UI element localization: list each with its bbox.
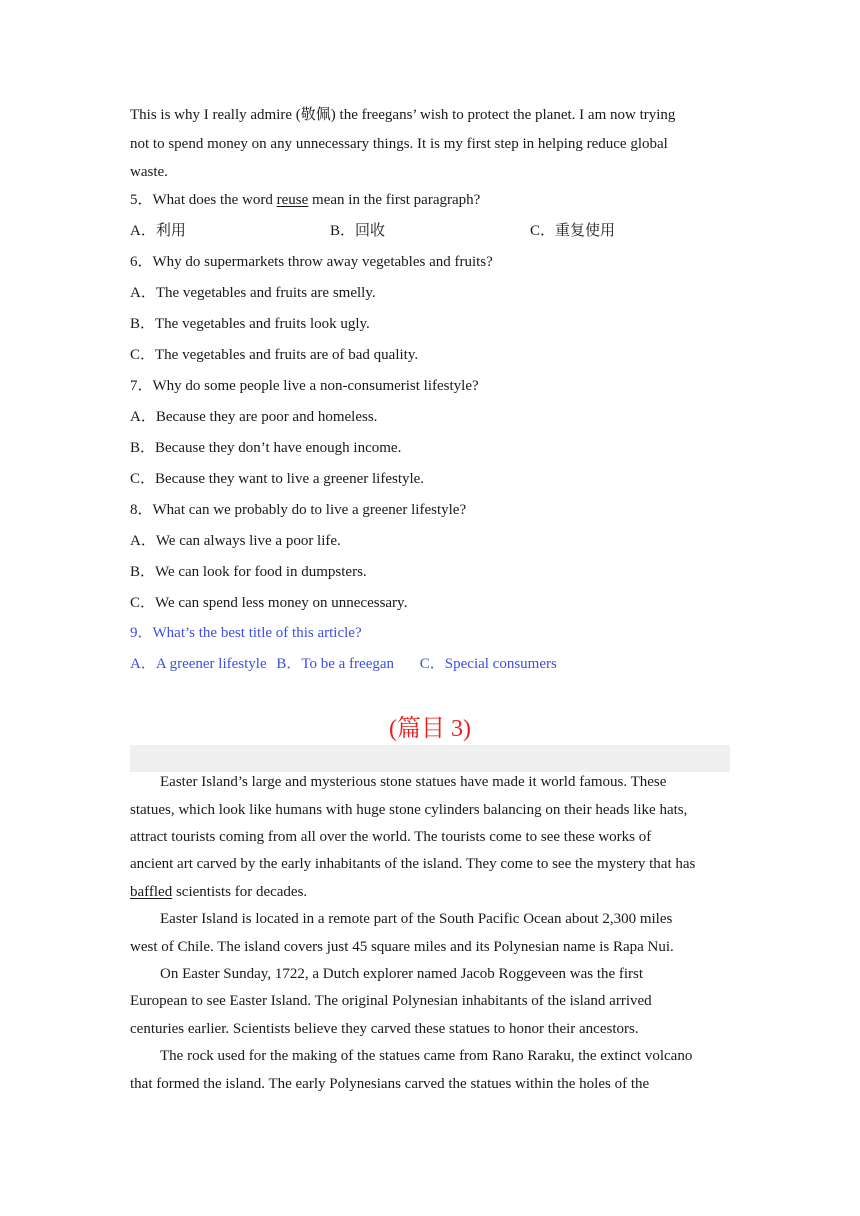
question-6: 6．Why do supermarkets throw away vegetables and fruits? (130, 254, 493, 270)
question-8-option-a: A．We can always live a poor life. (130, 533, 341, 549)
underlined-word-baffled: baffled (130, 884, 173, 900)
passage3-p2-line-2: west of Chile. The island covers just 45 square miles and its Polynesian name is Rapa Nui. (130, 939, 674, 955)
question-9: 9．What’s the best title of this article? (130, 625, 362, 641)
question-5 (130, 193, 480, 208)
section-3-band (130, 745, 730, 772)
passage3-p1-line-1: Easter Island’s large and mysterious stone statues have made it world famous. These (160, 774, 667, 790)
question-7-option-c: C．Because they want to live a greener lifestyle. (130, 471, 425, 487)
question-7: 7．Why do some people live a non-consumerist lifestyle? (130, 378, 479, 394)
passage3-p1-line-3: attract tourists coming from all over the world. The tourists come to see these works of (130, 829, 652, 845)
passage2-line-2: not to spend money on any unnecessary things. It is my first step in helping reduce global (130, 136, 668, 152)
question-9-options (130, 657, 557, 672)
question-9-option-c: C．Special consumers (419, 656, 557, 672)
passage3-p3-line-3: centuries earlier. Scientists believe they carved these statues to honor their ancestors. (130, 1021, 639, 1037)
question-7-option-a: A．Because they are poor and homeless. (130, 409, 378, 425)
question-5-underlined-word: reuse (276, 192, 309, 208)
question-5-prefix: 5．What does the word (130, 192, 277, 208)
question-8: 8．What can we probably do to live a greener lifestyle? (130, 502, 467, 518)
question-6-option-b: B．The vegetables and fruits look ugly. (130, 316, 370, 332)
passage3-p1-line-5 (130, 885, 307, 900)
passage3-p1-line-4: ancient art carved by the early inhabitants of the island. They come to see the mystery that has (130, 856, 696, 872)
question-5-option-c: C．重复使用 (530, 223, 616, 239)
section-3-heading: (篇目 3) (389, 716, 471, 742)
passage3-p4-line-2: that formed the island. The early Polynesians carved the statues within the holes of the (130, 1076, 650, 1092)
question-9-option-a: A．A greener lifestyle (130, 656, 267, 672)
passage3-p3-line-2: European to see Easter Island. The original Polynesian inhabitants of the island arrived (130, 993, 652, 1009)
passage3-p4-line-1: The rock used for the making of the statues came from Rano Raraku, the extinct volcano (160, 1048, 693, 1064)
passage3-p1-line-2: statues, which look like humans with huge stone cylinders balancing on their heads like hats, (130, 802, 688, 818)
question-5-option-a: A．利用 (130, 223, 186, 239)
question-7-option-b: B．Because they don’t have enough income. (130, 440, 402, 456)
passage3-p1-line-5-rest: scientists for decades. (172, 884, 308, 900)
passage2-line-1: This is why I really admire (敬佩) the freegans’ wish to protect the planet. I am now trying (130, 107, 676, 123)
question-6-option-c: C．The vegetables and fruits are of bad quality. (130, 347, 419, 363)
passage2-line-3: waste. (130, 164, 168, 180)
question-9-option-b: B．To be a freegan (276, 656, 395, 672)
question-8-option-c: C．We can spend less money on unnecessary. (130, 595, 408, 611)
question-8-option-b: B．We can look for food in dumpsters. (130, 564, 367, 580)
question-5-options (130, 224, 730, 239)
question-5-option-b: B．回收 (330, 223, 386, 239)
passage3-p3-line-1: On Easter Sunday, 1722, a Dutch explorer named Jacob Roggeveen was the first (160, 966, 644, 982)
question-5-suffix: mean in the first paragraph? (308, 192, 481, 208)
question-6-option-a: A．The vegetables and fruits are smelly. (130, 285, 376, 301)
passage3-p2-line-1: Easter Island is located in a remote part of the South Pacific Ocean about 2,300 miles (160, 911, 673, 927)
